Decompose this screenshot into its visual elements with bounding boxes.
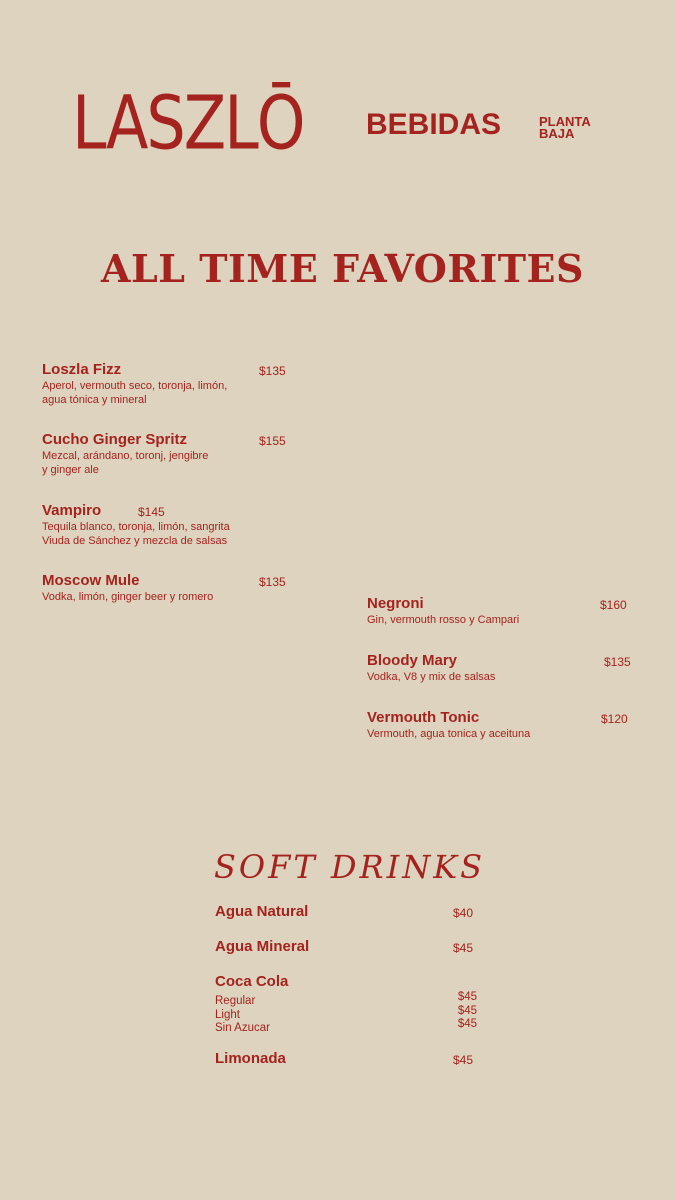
menu-item [42, 572, 213, 604]
soft-drink-price: $40 [453, 906, 474, 920]
item-price: $160 [600, 598, 627, 612]
variant-row [215, 991, 477, 1005]
coca-cola-variants [215, 991, 477, 1032]
item-name: Negroni [367, 595, 424, 612]
section-title-soft-drinks: SOFT DRINKS [214, 848, 486, 886]
variant-row [215, 1005, 477, 1019]
menu-item [42, 502, 230, 548]
item-description: Gin, vermouth rosso y Campari [367, 614, 520, 626]
item-name: Cucho Ginger Spritz [42, 431, 188, 448]
variant-label: Regular [215, 995, 256, 1007]
item-price: $135 [259, 364, 286, 378]
item-name: Bloody Mary [367, 652, 458, 669]
menu-item [367, 652, 495, 684]
item-price: $135 [604, 655, 631, 669]
menu-item [367, 709, 530, 741]
menu-title: BEBIDAS [366, 108, 502, 141]
section-title-favorites: ALL TIME FAVORITES [101, 246, 584, 291]
soft-drink-name: Agua Mineral [215, 938, 310, 955]
menu-item [42, 431, 208, 477]
item-description: Aperol, vermouth seco, toronja, limón, [42, 380, 228, 392]
item-description: Vermouth, agua tonica y aceituna [367, 728, 531, 740]
soft-drink-name: Limonada [215, 1050, 286, 1067]
item-name: Vermouth Tonic [367, 709, 480, 726]
laszlo-logo: LASZLŌ [72, 78, 304, 167]
item-description: Viuda de Sánchez y mezcla de salsas [42, 535, 228, 547]
variant-label: Sin Azucar [215, 1022, 270, 1034]
item-description: agua tónica y mineral [42, 394, 147, 406]
floor-label [539, 116, 591, 140]
item-price: $135 [259, 575, 286, 589]
item-description: Vodka, limón, ginger beer y romero [42, 591, 214, 603]
item-name: Loszla Fizz [42, 361, 122, 378]
variant-price: $45 [457, 1004, 477, 1017]
item-description: y ginger ale [42, 464, 99, 476]
item-name: Vampiro [42, 502, 102, 519]
floor-label-line1: PLANTA [539, 114, 591, 129]
menu-item [42, 361, 227, 407]
variant-price: $45 [457, 1018, 477, 1030]
floor-label-line2: BAJA [539, 126, 575, 141]
variant-row [215, 1018, 477, 1032]
item-name: Moscow Mule [42, 572, 140, 589]
item-price: $120 [601, 712, 628, 726]
menu-item [367, 595, 519, 627]
item-description: Mezcal, arándano, toronj, jengibre [42, 450, 209, 462]
soft-drink-name: Agua Natural [215, 903, 309, 920]
variant-price: $45 [457, 991, 477, 1003]
item-description: Tequila blanco, toronja, limón, sangrita [42, 521, 230, 533]
item-price: $155 [259, 434, 286, 448]
item-description: Vodka, V8 y mix de salsas [367, 671, 496, 683]
soft-drink-price: $45 [453, 1053, 474, 1067]
item-price: $145 [138, 505, 165, 519]
soft-drink-price: $45 [453, 941, 474, 955]
soft-drink-name: Coca Cola [215, 973, 289, 990]
variant-label: Light [215, 1008, 240, 1021]
